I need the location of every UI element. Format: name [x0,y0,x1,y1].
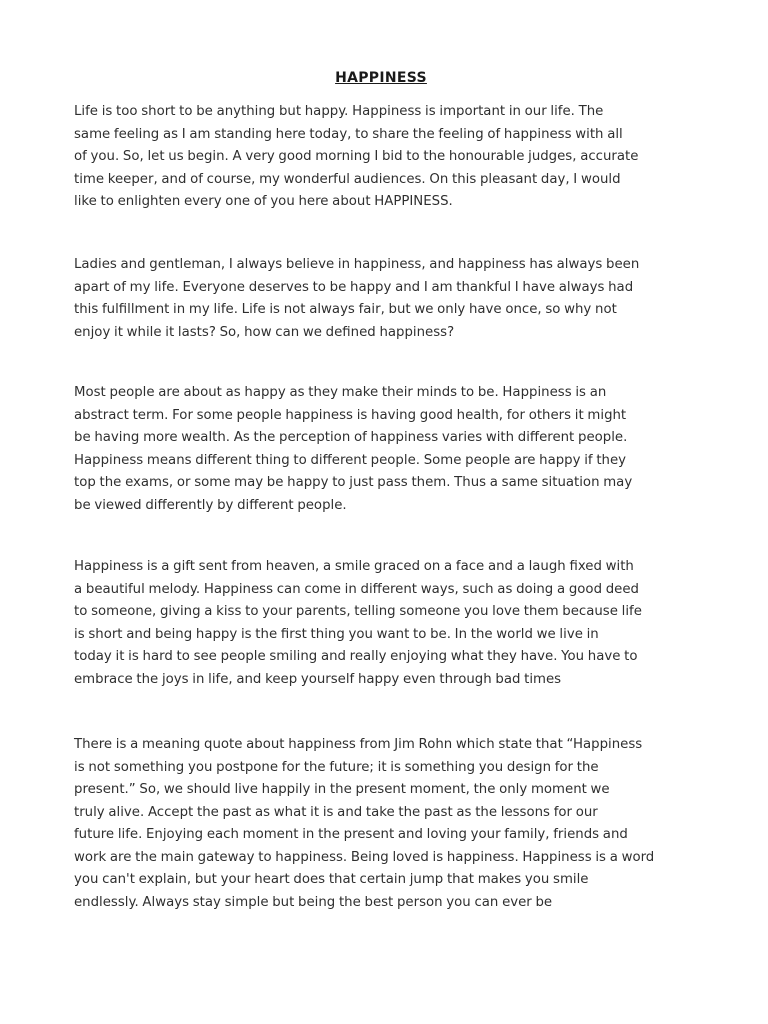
paragraph-line: to someone, giving a kiss to your parents, telling someone you love them because life [74,604,642,619]
paragraph-line: apart of my life. Everyone deserves to be happy and I am thankful I have always had [74,279,634,295]
paragraph-line: time keeper, and of course, my wonderful audiences. On this pleasant day, I would [74,171,621,187]
paragraph-line: be having more wealth. As the perception of happiness varies with different people. [74,430,628,445]
paragraph-line: is short and being happy is the first thing you want to be. In the world we live in [74,626,599,642]
paragraph-line: top the exams, or some may be happy to just pass them. Thus a same situation may [74,475,633,490]
paragraph-line: is not something you postpone for the future; it is something you design for the [74,759,599,775]
paragraph-line: abstract term. For some people happiness is having good health, for others it might [74,407,627,423]
paragraph-line: like to enlighten every one of you here about HAPPINESS. [74,194,453,209]
paragraph-line: Ladies and gentleman, I always believe in happiness, and happiness has always been [74,257,640,272]
paragraph-line: today it is hard to see people smiling and really enjoying what they have. You have to [74,649,638,664]
paragraph-quote [74,734,698,914]
paragraph-line: work are the main gateway to happiness. Being loved is happiness. Happiness is a word [74,849,655,865]
paragraph-line: enjoy it while it lasts? So, how can we defined happiness? [74,324,455,340]
paragraph-line: you can't explain, but your heart does that certain jump that makes you smile [74,872,589,887]
document-title [0,70,768,86]
paragraph-line: embrace the joys in life, and keep yourself happy even through bad times [74,671,562,687]
paragraph-line: truly alive. Accept the past as what it is and take the past as the lessons for our [74,804,598,820]
paragraph-line: Life is too short to be anything but happy. Happiness is important in our life. The [74,104,604,119]
paragraph-line: Happiness means different thing to different people. Some people are happy if they [74,452,627,468]
paragraph-intro [74,101,698,214]
paragraph-line: of you. So, let us begin. A very good morning I bid to the honourable judges, accurate [74,149,639,164]
paragraph-line: same feeling as I am standing here today, to share the feeling of happiness with all [74,126,623,142]
paragraph-line: endlessly. Always stay simple but being the best person you can ever be [74,894,553,910]
paragraph-belief [74,254,698,344]
paragraph-line: be viewed differently by different people. [74,497,347,513]
paragraph-line: There is a meaning quote about happiness from Jim Rohn which state that “Happiness [74,737,643,752]
paragraph-line: present.” So, we should live happily in the present moment, the only moment we [74,782,610,797]
title-text: HAPPINESS [335,70,427,86]
paragraph-definition [74,382,698,517]
paragraph-line: future life. Enjoying each moment in the present and loving your family, friends and [74,827,628,842]
paragraph-gift [74,556,698,691]
paragraph-line: Most people are about as happy as they make their minds to be. Happiness is an [74,385,607,400]
paragraph-line: Happiness is a gift sent from heaven, a smile graced on a face and a laugh fixed with [74,559,634,574]
paragraph-line: this fulfillment in my life. Life is not always fair, but we only have once, so why not [74,302,617,317]
paragraph-line: a beautiful melody. Happiness can come in different ways, such as doing a good deed [74,581,639,597]
